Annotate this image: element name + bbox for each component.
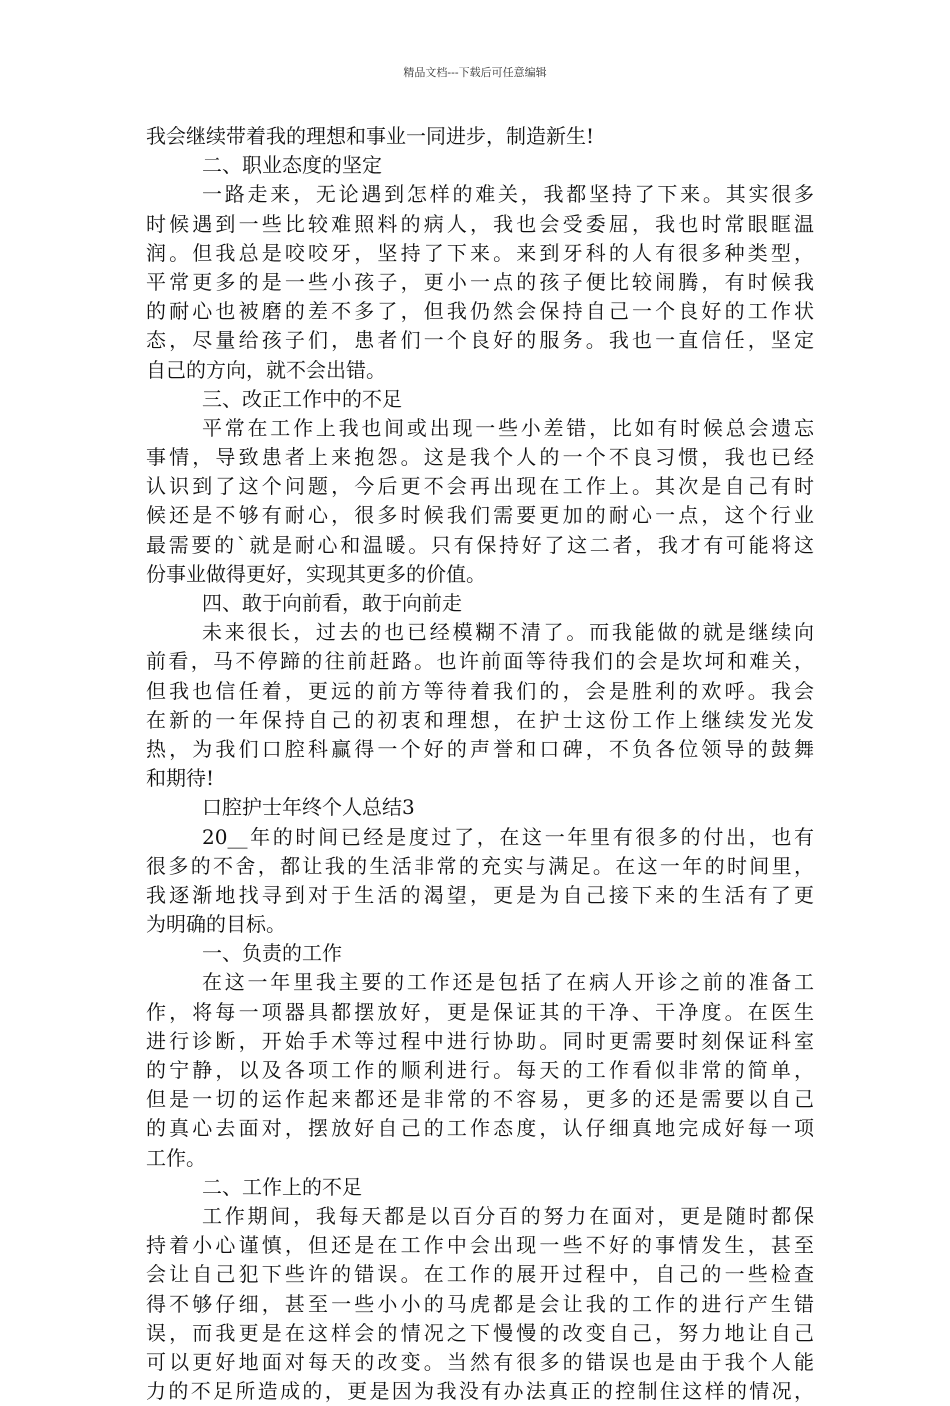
text-line: 20__年的时间已经是度过了，在这一年里有很多的付出，也有	[202, 824, 814, 849]
text-line: 态，尽量给孩子们，患者们一个良好的服务。我也一直信任，坚定	[146, 328, 814, 353]
text-line: 误，而我更是在这样会的情况之下慢慢的改变自己，努力地让自己	[146, 1320, 814, 1345]
text-line: 和期待!	[146, 766, 215, 791]
text-line: 自己的方向，就不会出错。	[146, 357, 386, 382]
text-line: 工作。	[146, 1145, 206, 1170]
text-line: 事情，导致患者上来抱怨。这是我个人的一个不良习惯，我也已经	[146, 445, 814, 470]
text-line: 我会继续带着我的理想和事业一同进步，制造新生!	[146, 124, 595, 148]
text-line: 持着小心谨慎，但还是在工作中会出现一些不好的事情发生，甚至	[146, 1233, 814, 1258]
text-line: 份事业做得更好，实现其更多的价值。	[146, 561, 486, 586]
text-line: 平常在工作上我也间或出现一些小差错，比如有时候总会遗忘	[202, 415, 814, 440]
text-line: 热，为我们口腔科赢得一个好的声誉和口碑，不负各位领导的鼓舞	[146, 736, 814, 761]
text-line: 二、工作上的不足	[202, 1174, 362, 1199]
text-line: 三、改正工作中的不足	[202, 386, 402, 411]
text-line: 很多的不舍，都让我的生活非常的充实与满足。在这一年的时间里，	[146, 853, 814, 878]
page-header: 精品文档---下载后可任意编辑	[403, 66, 547, 79]
text-line: 但我也信任着，更远的前方等待着我们的，会是胜利的欢呼。我会	[146, 678, 814, 703]
text-line: 在新的一年保持自己的初衷和理想，在护士这份工作上继续发光发	[146, 707, 814, 732]
text-line: 可以更好地面对每天的改变。当然有很多的错误也是由于我个人能	[146, 1349, 814, 1374]
text-line: 口腔护士年终个人总结3	[202, 795, 415, 820]
text-line: 二、职业态度的坚定	[202, 153, 382, 178]
text-line: 时候遇到一些比较难照料的病人，我也会受委屈，我也时常眼眶温	[146, 211, 814, 236]
text-line: 作，将每一项器具都摆放好，更是保证其的干净、干净度。在医生	[146, 999, 814, 1024]
text-line: 力的不足所造成的，更是因为我没有办法真正的控制住这样的情况，	[146, 1379, 814, 1404]
text-line: 得不够仔细，甚至一些小小的马虎都是会让我的工作的进行产生错	[146, 1291, 814, 1316]
text-line: 平常更多的是一些小孩子，更小一点的孩子便比较闹腾，有时候我	[146, 269, 814, 294]
text-line: 在这一年里我主要的工作还是包括了在病人开诊之前的准备工	[202, 970, 814, 995]
document-body	[146, 122, 814, 1406]
text-line: 前看，马不停蹄的往前赶路。也许前面等待我们的会是坎坷和难关，	[146, 649, 814, 674]
text-line: 我逐渐地找寻到对于生活的渴望，更是为自己接下来的生活有了更	[146, 882, 814, 907]
text-line: 会让自己犯下些许的错误。在工作的展开过程中，自己的一些检查	[146, 1262, 814, 1287]
text-line: 但是一切的运作起来都还是非常的不容易，更多的还是需要以自己	[146, 1087, 814, 1112]
text-line: 为明确的目标。	[146, 912, 286, 937]
text-line: 的真心去面对，摆放好自己的工作态度，认仔细真地完成好每一项	[146, 1116, 814, 1141]
text-line: 最需要的`就是耐心和温暖。只有保持好了这二者，我才有可能将这	[146, 532, 814, 557]
text-line: 一路走来，无论遇到怎样的难关，我都坚持了下来。其实很多	[202, 182, 814, 207]
text-line: 认识到了这个问题，今后更不会再出现在工作上。其次是自己有时	[146, 474, 814, 499]
text-line: 的耐心也被磨的差不多了，但我仍然会保持自己一个良好的工作状	[146, 299, 814, 324]
text-line: 工作期间，我每天都是以百分百的努力在面对，更是随时都保	[202, 1203, 814, 1228]
text-line: 一、负责的工作	[202, 941, 342, 966]
text-line: 四、敢于向前看，敢于向前走	[202, 591, 462, 615]
text-line: 润。但我总是咬咬牙，坚持了下来。来到牙科的人有很多种类型，	[146, 240, 814, 265]
text-line: 进行诊断，开始手术等过程中进行协助。同时更需要时刻保证科室	[146, 1028, 814, 1053]
text-line: 的宁静，以及各项工作的顺利进行。每天的工作看似非常的简单，	[146, 1058, 814, 1082]
text-line: 未来很长，过去的也已经模糊不清了。而我能做的就是继续向	[202, 620, 814, 645]
text-line: 候还是不够有耐心，很多时候我们需要更加的耐心一点，这个行业	[146, 503, 814, 528]
